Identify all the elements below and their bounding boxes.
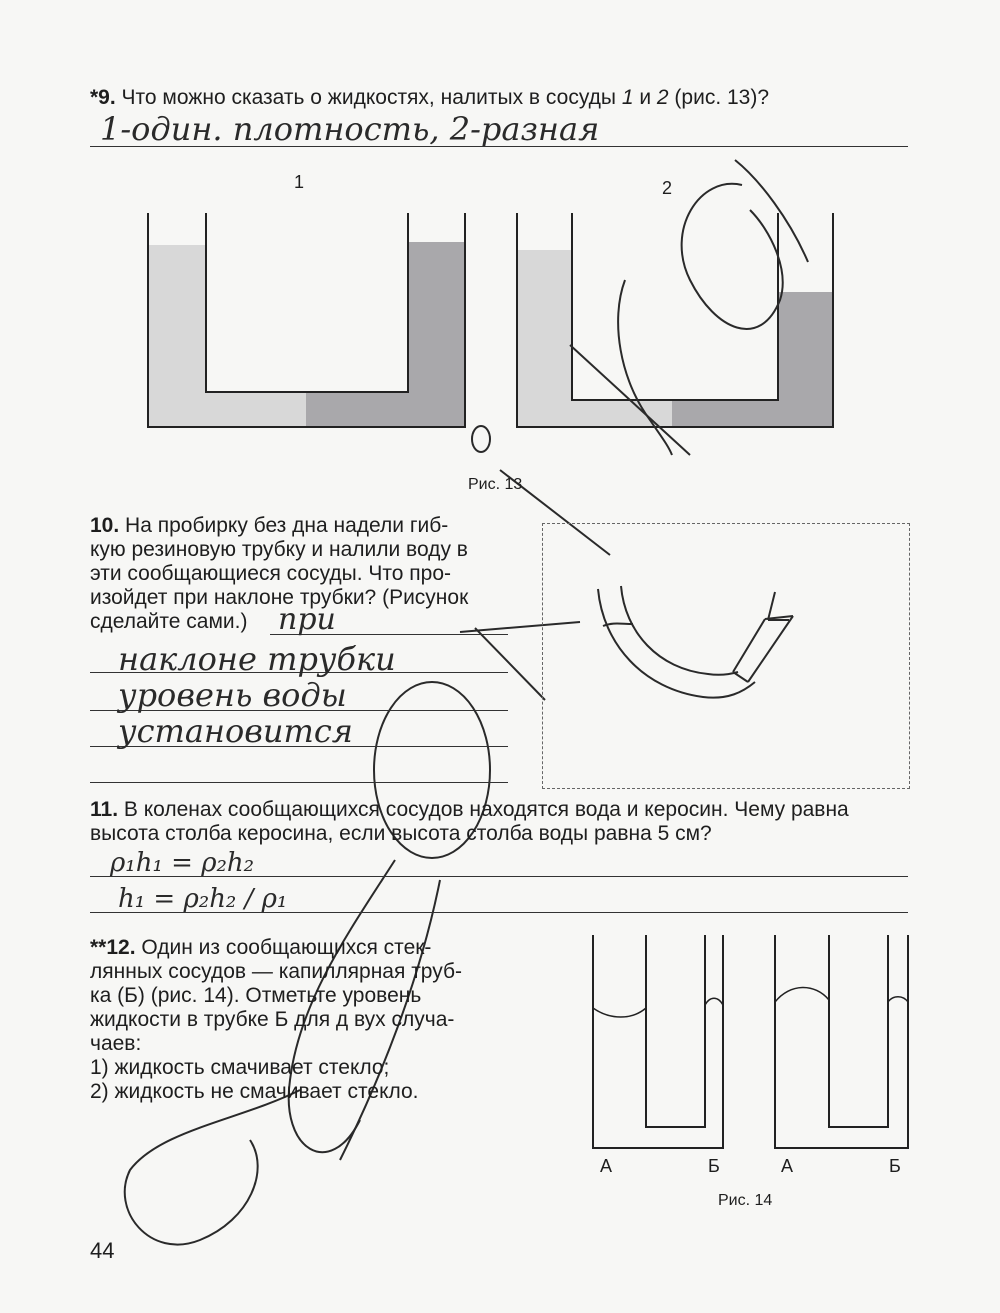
q9-answer: 1-один. плотность, 2-разная (100, 110, 600, 148)
q10-answer-3: уровень воды (118, 676, 347, 714)
q9-number: *9. (90, 86, 116, 109)
q10-answer-2: наклоне трубки (118, 640, 396, 678)
vessel-2-label: 2 (662, 178, 673, 198)
q10-number: 10. (90, 514, 120, 537)
label-b-2: Б (889, 1156, 901, 1176)
q11-answer-2: h₁ = ρ₂h₂ / ρ₁ (118, 884, 288, 914)
fig14-caption: Рис. 14 (718, 1192, 773, 1209)
q11-answer-1: ρ₁h₁ = ρ₂h₂ (110, 848, 255, 878)
q12-text: **12. Один из сообщающихся стек- лянных сосудов — капиллярная труб- ка (Б) (рис. 14). Отметьте уровень жидкости в трубке Б для д вух случа- чаев: 1) жидкость смачивает стекло; 2) жидкость не смачивает стекло. (90, 936, 463, 1103)
label-a-1: А (600, 1156, 613, 1176)
q12-number: **12. (90, 936, 136, 959)
q9-text: *9. Что можно сказать о жидкостях, налитых в сосуды 1 и 2 (рис. 13)? (90, 86, 770, 109)
q10-answer-4: установится (118, 712, 353, 750)
q11-number: 11. (90, 798, 119, 821)
label-a-2: А (781, 1156, 794, 1176)
q10-text: 10. На пробирку без дна надели гиб- кую резиновую трубку и налили воду в эти сообщающиеся сосуды. Что про- изойдет при наклоне трубки? (Рисунок сделайте сами.) (90, 514, 469, 633)
q11-text: 11. В коленах сообщающихся сосудов находятся вода и керосин. Чему равна высота столба керосина, если высота столба воды равна 5 см? (90, 798, 849, 845)
page-number: 44 (90, 1238, 115, 1263)
label-b-1: Б (708, 1156, 720, 1176)
q10-answer-1: при (278, 602, 336, 637)
fig13-caption: Рис. 13 (468, 476, 523, 493)
vessel-1-label: 1 (294, 172, 305, 192)
